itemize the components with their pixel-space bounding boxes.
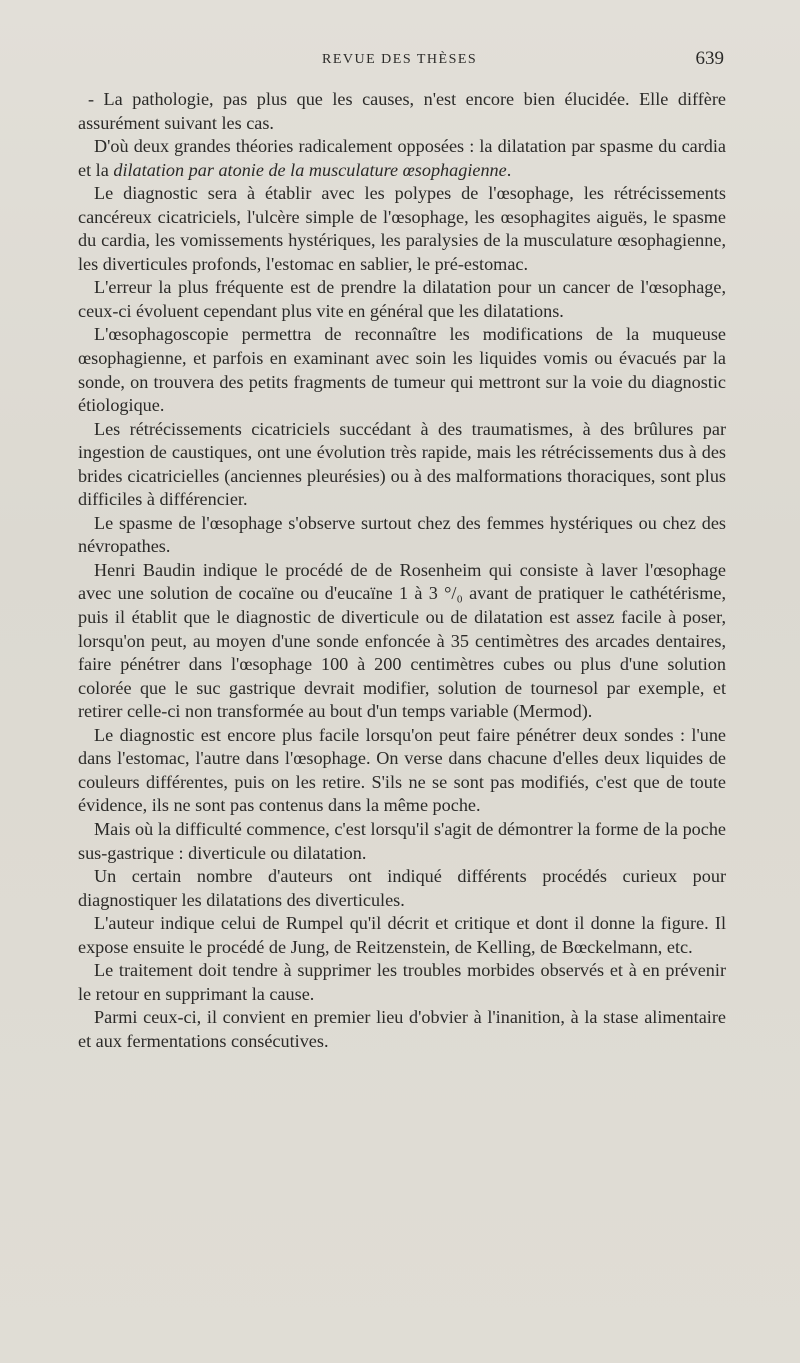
paragraph-text: D'où deux grandes théories radicalement opposées : la dilatation par spasme du cardia et la [78,136,726,180]
running-title: REVUE DES THÈSES [322,52,478,67]
paragraph: Le traitement doit tendre à supprimer les troubles morbides observés et à en prévenir le retour en supprimant la cause. [78,960,726,1004]
paragraph: Henri Baudin indique le procédé de de Rosenheim qui consiste à laver l'œsophage avec une solution de cocaïne ou d'eucaïne 1 à 3 °/₀ avant de pratiquer le cathétérisme, puis il établit que le diagnostic de diverticule ou de dilatation est assez facile à poser, lorsqu'on peut, au moyen d'une sonde enfoncée à 35 centimètres des arcades dentaires, faire pénétrer dans l'œsophage 100 à 200 centimètres cubes ou plus d'une solution colorée que le suc gastrique devrait modifier, solution de tournesol par exemple, et retirer celle-ci non transformée au bout d'un temps variable (Mermod). [78,559,726,722]
paragraph: Parmi ceux-ci, il convient en premier lieu d'obvier à l'inanition, à la stase alimentaire et aux fermentations consécutives. [78,1007,726,1051]
italic-term: dilatation par atonie de la musculature œsophagienne [113,159,507,180]
page-number: 639 [695,48,724,69]
paragraph: Un certain nombre d'auteurs ont indiqué différents procédés curieux pour diagnostiquer les dilatations des diverticules. [78,866,726,910]
paragraph-text: . [506,159,512,180]
paragraph: Le diagnostic sera à établir avec les polypes de l'œsophage, les rétrécissements cancéreux cicatriciels, l'ulcère simple de l'œsophage, les œsophagites aiguës, le spasme du cardia, les vomissements hystériques, les paralysies de la musculature œsophagienne, les diverticules profonds, l'estomac en sablier, le pré-estomac. [78,183,726,274]
body-text [78,88,726,1053]
page-header [78,50,726,74]
paragraph [78,135,726,182]
paragraph: Mais où la difficulté commence, c'est lorsqu'il s'agit de démontrer la forme de la poche sus-gastrique : diverticule ou dilatation. [78,818,726,863]
paragraph: Le diagnostic est encore plus facile lorsqu'on peut faire pénétrer deux sondes : l'une dans l'estomac, l'autre dans l'œsophage. On verse dans chacune d'elles deux liquides de couleurs différentes, puis on les retire. S'ils ne se sont pas modifiés, c'est que de toute évidence, ils ne sont pas contenus dans la même poche. [78,724,726,816]
paragraph: Le spasme de l'œsophage s'observe surtout chez des femmes hystériques ou chez des névropathes. [78,512,726,557]
paragraph: L'erreur la plus fréquente est de prendre la dilatation pour un cancer de l'œsophage, ceux-ci évoluent cependant plus vite en général que les dilatations. [78,277,726,321]
paragraph: - La pathologie, pas plus que les causes, n'est encore bien élucidée. Elle diffère assurément suivant les cas. [78,89,726,133]
paragraph: Les rétrécissements cicatriciels succédant à des traumatismes, à des brûlures par ingestion de caustiques, ont une évolution très rapide, mais les rétrécissements dus à des brides cicatricielles (anciennes pleurésies) ou à des malformations thoraciques, sont plus difficiles à différencier. [78,418,726,510]
paragraph: L'auteur indique celui de Rumpel qu'il décrit et critique et dont il donne la figure. Il expose ensuite le procédé de Jung, de Reitzenstein, de Kelling, de Bœckelmann, etc. [78,913,726,957]
paragraph: L'œsophagoscopie permettra de reconnaître les modifications de la muqueuse œsophagienne, et parfois en examinant avec soin les liquides vomis ou évacués par la sonde, on trouvera des petits fragments de tumeur qui mettront sur la voie du diagnostic étiologique. [78,324,726,416]
